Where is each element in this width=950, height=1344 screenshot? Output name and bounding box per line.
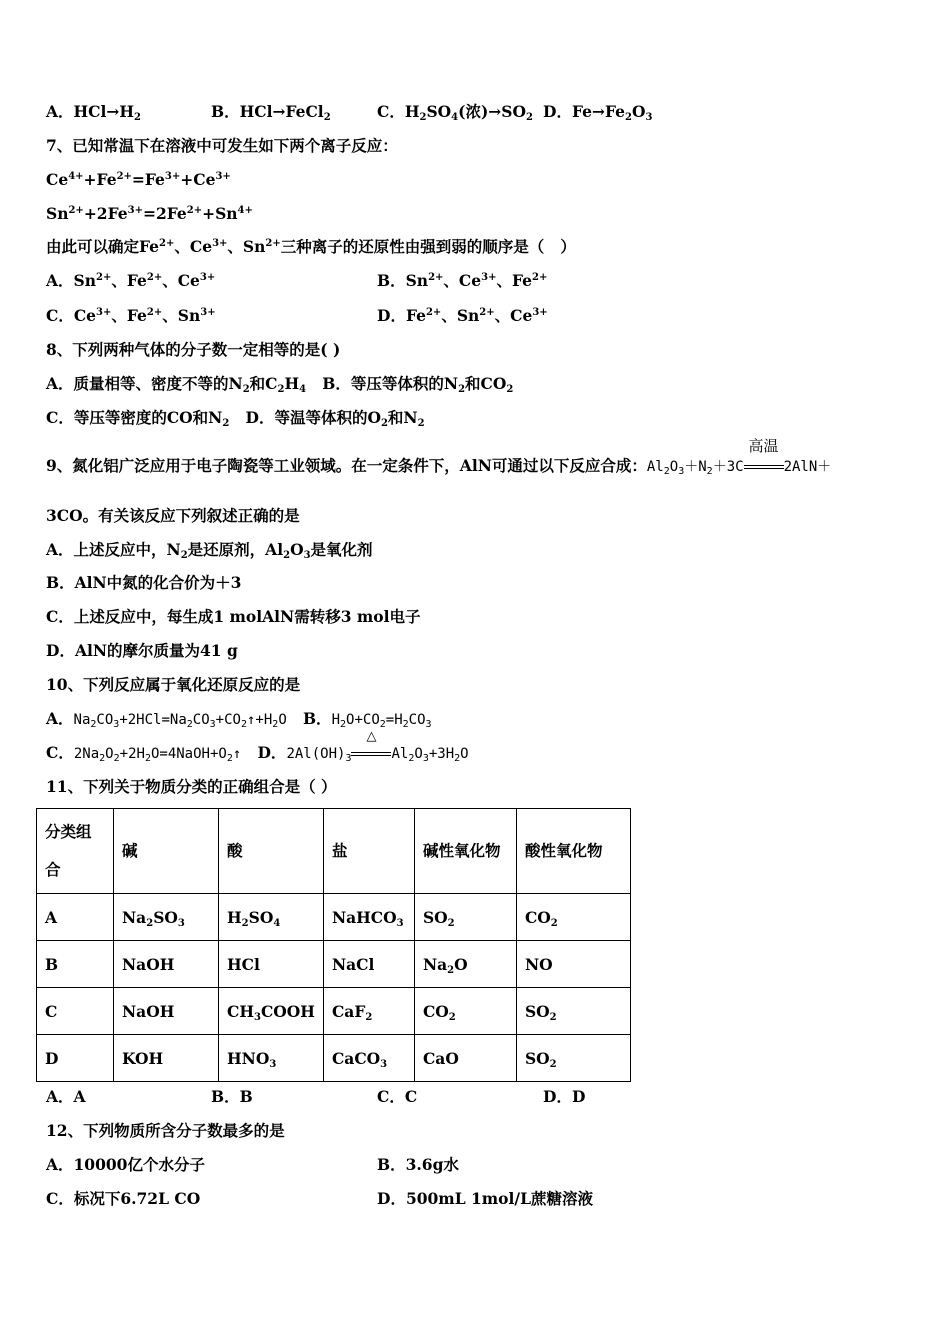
q11-option-d: D．D <box>543 1087 586 1106</box>
table-cell: NO <box>516 941 630 988</box>
q11-option-c: C．C <box>377 1087 418 1106</box>
q10-options-ab: A．$Na_2CO_3+2HCl=Na_2CO_3+CO_2↑+H_2O$ B．$H_2O+CO_2=H_2CO_3$ <box>46 709 432 730</box>
q7-reaction-1: $Ce^{4+}+Fe^{2+}=Fe^{3+}+Ce^{3+}$ <box>46 170 231 189</box>
table-header-row <box>37 809 631 894</box>
q10-options-cd: C．$2Na_2O_2+2H_2O=4NaOH+O_2↑$ D．$2Al(OH)_3$ △ $Al_2O_3+3H_2O$ <box>46 729 469 764</box>
q7-option-d: D．$Fe^{2+}$、$Sn^{2+}$、$Ce^{3+}$ <box>377 306 548 325</box>
table-cell: $SO_2$ <box>516 1035 630 1082</box>
table-header: 分类组合 <box>37 809 114 894</box>
classification-table <box>36 808 631 1082</box>
table-cell: CaF$_2$ <box>323 988 414 1035</box>
q7-stem: 7、已知常温下在溶液中可发生如下两个离子反应： <box>46 136 398 155</box>
table-row <box>37 941 631 988</box>
table-row <box>37 1035 631 1082</box>
q12-option-a: A．10000亿个水分子 <box>46 1155 205 1174</box>
q9-stem: 9、氮化铝广泛应用于电子陶瓷等工业领域。在一定条件下，AlN可通过以下反应合成：$Al_2O_3+N_2+3C$ 高温 2AlN＋ <box>46 437 832 477</box>
table-cell: NaOH <box>114 988 219 1035</box>
q11-option-a: A．A <box>46 1087 86 1106</box>
q7-option-a: A．$Sn^{2+}$、$Fe^{2+}$、$Ce^{3+}$ <box>46 271 216 290</box>
q12-option-b: B．3.6g水 <box>377 1155 459 1174</box>
q7-option-b: B．$Sn^{2+}$、$Ce^{3+}$、$Fe^{2+}$ <box>377 271 548 290</box>
table-cell: D <box>37 1035 114 1082</box>
table-cell: $Na_2O$ <box>414 941 516 988</box>
table-row <box>37 894 631 941</box>
q9-option-d: D．AlN的摩尔质量为41 g <box>46 641 238 660</box>
table-cell: C <box>37 988 114 1035</box>
table-cell: $HNO_3$ <box>219 1035 324 1082</box>
table-cell: $H_2SO_4$ <box>219 894 324 941</box>
q9-option-a: A．上述反应中，$N_2$是还原剂，$Al_2O_3$是氧化剂 <box>46 540 373 561</box>
table-cell: $Na_2SO_3$ <box>114 894 219 941</box>
table-cell: $CO_2$ <box>414 988 516 1035</box>
table-cell: NaOH <box>114 941 219 988</box>
table-header: 酸性氧化物 <box>516 809 630 894</box>
q8-options-cd: C．等压等密度的CO和$N_2$ D．等温等体积的$O_2$和$N_2$ <box>46 408 425 429</box>
table-cell: A <box>37 894 114 941</box>
table-cell: B <box>37 941 114 988</box>
q9-option-b: B．AlN中氮的化合价为＋3 <box>46 573 242 592</box>
q9-option-c: C．上述反应中，每生成1 molAlN需转移3 mol电子 <box>46 607 421 626</box>
table-cell: $SO_2$ <box>516 988 630 1035</box>
table-row <box>37 988 631 1035</box>
table-cell: $CO_2$ <box>516 894 630 941</box>
q12-option-c: C．标况下6.72L CO <box>46 1189 201 1208</box>
table-cell: KOH <box>114 1035 219 1082</box>
table-header: 碱性氧化物 <box>414 809 516 894</box>
q12-stem: 12、下列物质所含分子数最多的是 <box>46 1121 285 1140</box>
q11-stem: 11、下列关于物质分类的正确组合是（ ） <box>46 777 337 796</box>
reaction-condition: 高温 <box>744 456 784 476</box>
table-cell: $SO_2$ <box>414 894 516 941</box>
q7-option-c: C．$Ce^{3+}$、$Fe^{2+}$、$Sn^{3+}$ <box>46 306 216 325</box>
q6-option-b: B．HCl→FeCl$_2$ <box>211 102 331 123</box>
q6-option-d: D．$Fe\to Fe_2O_3$ <box>543 102 653 123</box>
table-cell: NaHCO$_3$ <box>323 894 414 941</box>
table-header: 碱 <box>114 809 219 894</box>
q6-option-c: C．$H_2SO_4$(浓)$\to SO_2$ <box>377 102 533 123</box>
table-header: 酸 <box>219 809 324 894</box>
q10-stem: 10、下列反应属于氧化还原反应的是 <box>46 675 301 694</box>
table-header: 盐 <box>323 809 414 894</box>
q12-option-d: D．500mL 1mol/L蔗糖溶液 <box>377 1189 593 1208</box>
table-cell: NaCl <box>323 941 414 988</box>
q8-stem: 8、下列两种气体的分子数一定相等的是( ) <box>46 340 341 359</box>
table-cell: HCl <box>219 941 324 988</box>
q6-option-a: A．$HCl\to H_2$ <box>46 102 141 123</box>
q7-reaction-2: $Sn^{2+}+2Fe^{3+}=2Fe^{2+}+Sn^{4+}$ <box>46 204 253 223</box>
heat-condition: △ <box>351 743 391 763</box>
table-cell: CaO <box>414 1035 516 1082</box>
table-cell: CaCO$_3$ <box>323 1035 414 1082</box>
q8-options-ab: A．质量相等、密度不等的$N_2$和$C_2H_4$ B．等压等体积的$N_2$和$CO_2$ <box>46 374 514 395</box>
q7-question: 由此可以确定$Fe^{2+}$、$Ce^{3+}$、$Sn^{2+}$三种离子的还原性由强到弱的顺序是（ ） <box>46 237 576 256</box>
q11-option-b: B．B <box>211 1087 253 1106</box>
q9-stem-cont: 3CO。有关该反应下列叙述正确的是 <box>46 506 300 525</box>
table-cell: $CH_3COOH$ <box>219 988 324 1035</box>
